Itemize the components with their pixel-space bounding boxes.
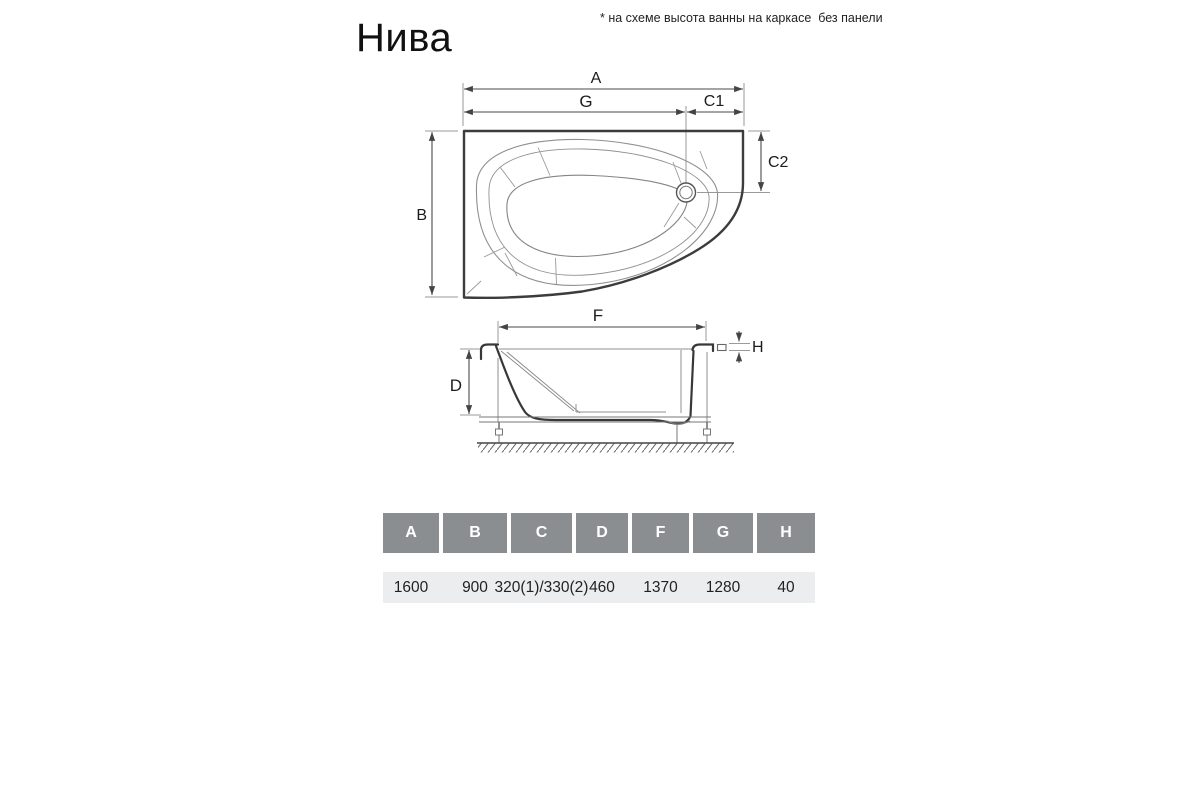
table-header-row xyxy=(383,513,815,553)
top-view xyxy=(416,70,788,298)
page-title: Нива xyxy=(356,16,453,60)
dim-label-c2: C2 xyxy=(768,154,789,171)
table-value-cell: 900 xyxy=(462,578,488,596)
table-header-cell: D xyxy=(576,513,628,553)
footnote: * на схеме высота ванны на каркасе без панели xyxy=(600,11,883,25)
dim-label-b: B xyxy=(416,207,427,224)
drain-circle xyxy=(677,183,696,202)
dim-label-c1: C1 xyxy=(703,93,725,110)
table-header-cell: B xyxy=(443,513,507,553)
ground-hatch xyxy=(477,443,734,453)
side-view-interior-lines xyxy=(498,349,707,422)
table-header-cell: C xyxy=(511,513,572,553)
table-value-cell: 320(1)/330(2) xyxy=(494,578,589,596)
rim-tab xyxy=(718,345,727,351)
table-value-cell: 1600 xyxy=(393,578,429,596)
table-value-row xyxy=(383,572,815,603)
side-view-dimension-lines xyxy=(469,327,739,414)
table-header-cell: A xyxy=(383,513,439,553)
tub-joint-lines xyxy=(467,148,707,295)
dim-label-g: G xyxy=(579,92,593,111)
tub-rim-contours xyxy=(476,139,717,285)
dim-label-f: F xyxy=(592,306,604,325)
dim-label-h: H xyxy=(752,339,764,356)
table-row-gap xyxy=(383,553,815,572)
dimensions-table xyxy=(383,513,815,603)
side-view xyxy=(450,306,764,453)
table-value-cell: 460 xyxy=(589,578,615,596)
table-value-cell: 1280 xyxy=(705,578,741,596)
table-header-cell: F xyxy=(632,513,689,553)
table-header-cell: G xyxy=(693,513,753,553)
table-value-cell: 1370 xyxy=(643,578,678,596)
table-header-cell: H xyxy=(757,513,815,553)
table-value-cell: 40 xyxy=(777,578,795,596)
dim-label-a: A xyxy=(590,70,602,87)
dim-label-d: D xyxy=(449,376,462,395)
